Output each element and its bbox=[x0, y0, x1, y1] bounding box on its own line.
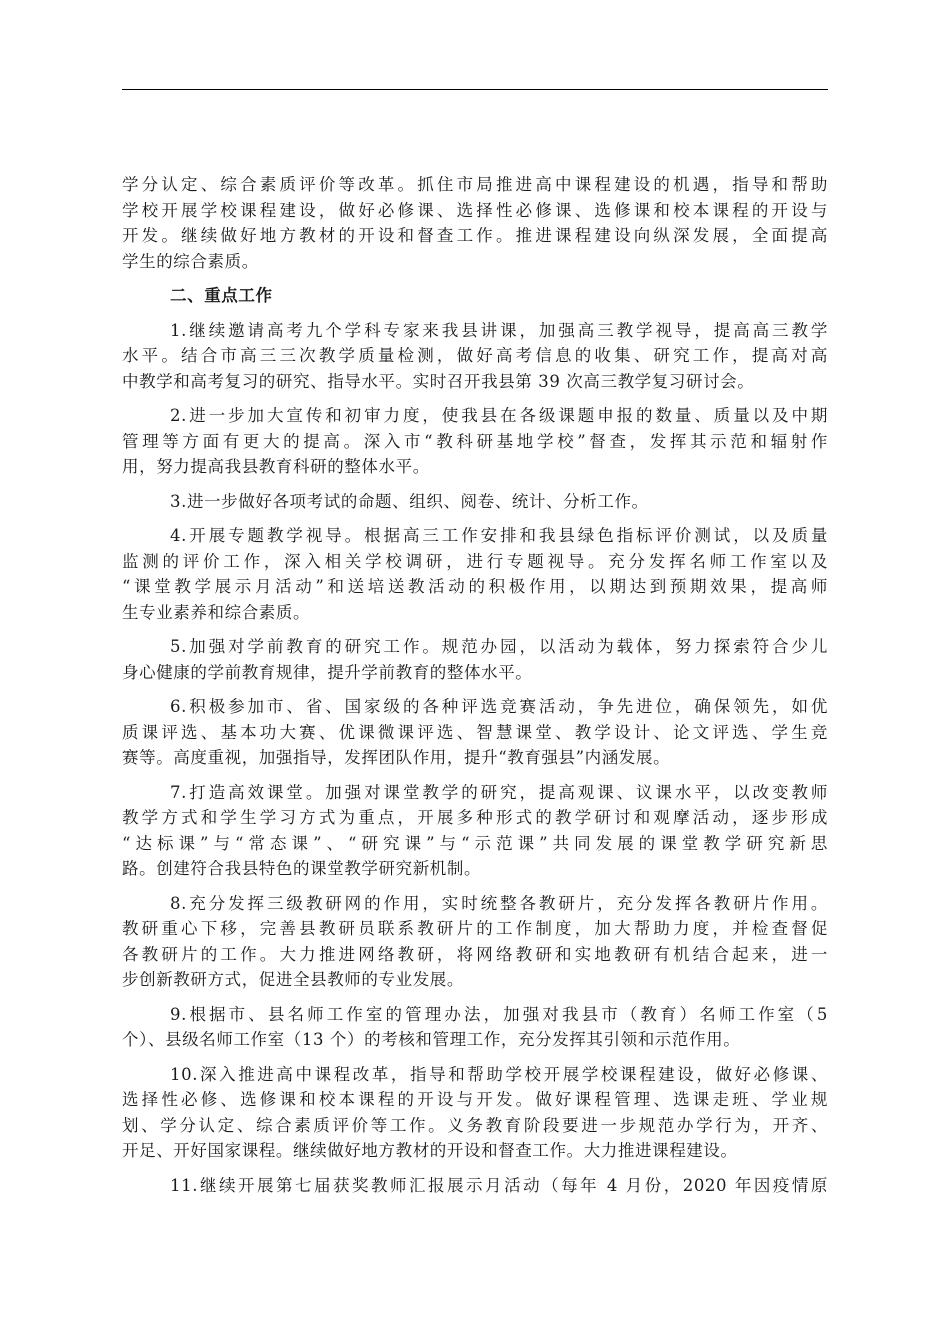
list-item-3 bbox=[122, 489, 828, 515]
text-line: 学分认定、综合素质评价等改革。抓住市局推进高中课程建设的机遇，指导和帮助 bbox=[122, 175, 828, 194]
text-line: 学生的综合素质。 bbox=[122, 251, 259, 271]
text-line: 开足、开好国家课程。继续做好地方教材的开设和督查工作。大力推进课程建设。 bbox=[122, 1141, 738, 1160]
list-item-10 bbox=[122, 1062, 828, 1164]
text-line: 8.充分发挥三级教研网的作用，实时统整各教研片，充分发挥各教研片作用。 bbox=[170, 893, 828, 913]
text-line: 步创新教研方式，促进全县教师的专业发展。 bbox=[122, 970, 464, 989]
list-item-8 bbox=[122, 891, 828, 993]
text-line: 10.深入推进高中课程改革，指导和帮助学校开展学校课程建设，做好必修课、 bbox=[170, 1064, 828, 1084]
text-line: 划、学分认定、综合素质评价等工作。义务教育阶段要进一步规范办学行为，开齐、 bbox=[122, 1115, 828, 1135]
text-line: 生专业素养和综合素质。 bbox=[122, 602, 311, 622]
text-line: 2.进一步加大宣传和初审力度，使我县在各级课题申报的数量、质量以及中期 bbox=[170, 406, 828, 425]
text-line: 路。创建符合我县特色的课堂教学研究新机制。 bbox=[122, 859, 482, 878]
text-line: 各教研片的工作。大力推进网络教研，将网络教研和实地教研有机结合起来，进一 bbox=[122, 944, 828, 964]
document-body bbox=[122, 172, 828, 1207]
text-line: 赛等。高度重视，加强指导，发挥团队作用，提升“教育强县”内涵发展。 bbox=[122, 748, 671, 767]
text-line: 选择性必修、选修课和校本课程的开设与开发。做好课程管理、选课走班、学业规 bbox=[122, 1090, 828, 1109]
text-line: 7.打造高效课堂。加强对课堂教学的研究，提高观课、议课水平，以改变教师 bbox=[170, 782, 828, 802]
text-line: “达标课”与“常态课”、“研究课”与“示范课”共同发展的课堂教学研究新思 bbox=[122, 833, 828, 853]
list-item-5 bbox=[122, 634, 828, 685]
text-line: 监测的评价工作，深入相关学校调研，进行专题视导。充分发挥名师工作室以及 bbox=[122, 551, 828, 571]
text-line: 教研重心下移，完善县教研员联系教研片的工作制度，加大帮助力度，并检查督促 bbox=[122, 919, 828, 938]
text-line: 质课评选、基本功大赛、优课微课评选、智慧课堂、教学设计、论文评选、学生竞 bbox=[122, 722, 828, 742]
text-line: 水平。结合市高三三次教学质量检测，做好高考信息的收集、研究工作，提高对高 bbox=[122, 346, 828, 365]
text-line: 身心健康的学前教育规律，提升学前教育的整体水平。 bbox=[122, 662, 533, 682]
intro-paragraph bbox=[122, 172, 828, 274]
text-line: “课堂教学展示月活动”和送培送教活动的积极作用，以期达到预期效果，提高师 bbox=[122, 577, 828, 596]
list-item-7 bbox=[122, 780, 828, 882]
text-line: 5.加强对学前教育的研究工作。规范办园，以活动为载体，努力探索符合少儿 bbox=[170, 637, 828, 656]
text-line: 3.进一步做好各项考试的命题、组织、阅卷、统计、分析工作。 bbox=[170, 491, 649, 511]
text-line: 用，努力提高我县教育科研的整体水平。 bbox=[122, 457, 430, 476]
text-line: 教学方式和学生学习方式为重点，开展多种形式的教学研讨和观摩活动，逐步形成 bbox=[122, 808, 828, 827]
list-item-9 bbox=[122, 1002, 828, 1053]
text-line: 4.开展专题教学视导。根据高三工作安排和我县绿色指标评价测试，以及质量 bbox=[170, 526, 828, 545]
text-line: 开发。继续做好地方教材的开设和督查工作。推进课程建设向纵深发展，全面提高 bbox=[122, 226, 828, 245]
text-line: 9.根据市、县名师工作室的管理办法，加强对我县市（教育）名师工作室（5 bbox=[170, 1004, 828, 1024]
text-line: 中教学和高考复习的研究、指导水平。实时召开我县第 39 次高三教学复习研讨会。 bbox=[122, 371, 755, 391]
section-heading: 二、重点工作 bbox=[170, 286, 273, 305]
text-line: 学校开展学校课程建设，做好必修课、选择性必修课、选修课和校本课程的开设与 bbox=[122, 200, 828, 220]
text-line: 6.积极参加市、省、国家级的各种评选竞赛活动，争先进位，确保领先，如优 bbox=[170, 697, 828, 716]
header-rule bbox=[122, 89, 828, 90]
list-item-6 bbox=[122, 694, 828, 771]
list-item-4 bbox=[122, 523, 828, 625]
text-line: 1.继续邀请高考九个学科专家来我县讲课，加强高三教学视导，提高高三教学 bbox=[170, 320, 828, 340]
list-item-11 bbox=[122, 1173, 828, 1199]
list-item-1 bbox=[122, 318, 828, 395]
list-item-2 bbox=[122, 403, 828, 480]
text-line: 11.继续开展第七届获奖教师汇报展示月活动（每年 4 月份，2020 年因疫情原 bbox=[170, 1175, 828, 1195]
text-line: 个）、县级名师工作室（13 个）的考核和管理工作，充分发挥其引领和示范作用。 bbox=[122, 1030, 741, 1049]
text-line: 管理等方面有更大的提高。深入市“教科研基地学校”督查，发挥其示范和辐射作 bbox=[122, 431, 828, 451]
